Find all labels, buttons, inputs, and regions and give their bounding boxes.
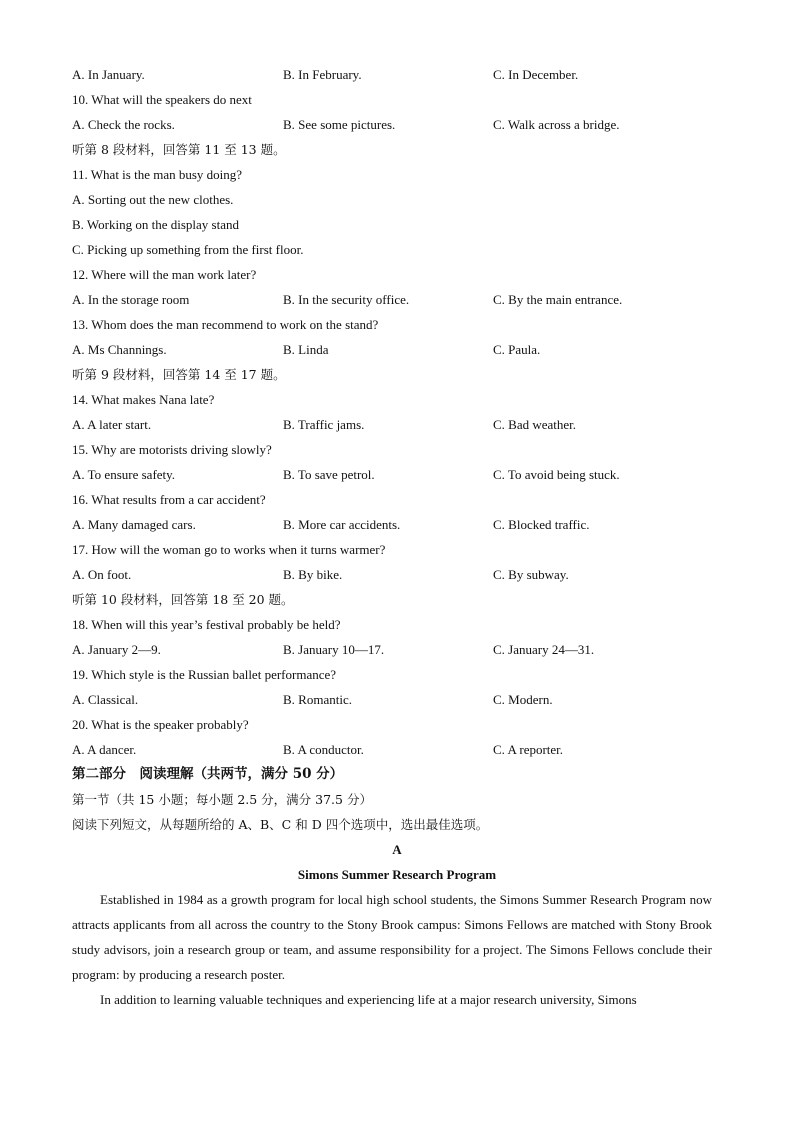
q11-question: 11. What is the man busy doing?	[72, 167, 243, 182]
q10-option-a: A. Check the rocks.	[72, 117, 175, 132]
q20-options	[72, 737, 722, 762]
q12-options	[72, 287, 722, 312]
q17-options	[72, 562, 722, 587]
q18-option-b: B. January 10—17.	[283, 642, 385, 657]
q19-option-a: A. Classical.	[72, 692, 139, 707]
q19-options	[72, 687, 722, 712]
q9-option-b: B. In February.	[283, 67, 362, 82]
q14-option-b: B. Traffic jams.	[283, 417, 365, 432]
q11-option-a: A. Sorting out the new clothes.	[72, 192, 234, 207]
q18-question: 18. When will this year’s festival probably be held?	[72, 617, 341, 632]
passage-title: Simons Summer Research Program	[297, 867, 497, 882]
q15-option-c: C. To avoid being stuck.	[493, 467, 620, 482]
q14-option-c: C. Bad weather.	[493, 417, 577, 432]
q16-option-b: B. More car accidents.	[283, 517, 401, 532]
q17-option-c: C. By subway.	[493, 567, 569, 582]
q9-option-a: A. In January.	[72, 67, 145, 82]
instruction-material-8: 听第 8 段材料，回答第 11 至 13 题。	[72, 142, 286, 157]
q16-option-a: A. Many damaged cars.	[72, 517, 196, 532]
q20-option-c: C. A reporter.	[493, 742, 564, 757]
q20-option-a: A. A dancer.	[72, 742, 137, 757]
q10-options	[72, 112, 722, 137]
q13-option-a: A. Ms Channings.	[72, 342, 167, 357]
q12-option-a: A. In the storage room	[72, 292, 190, 307]
q15-question: 15. Why are motorists driving slowly?	[72, 442, 272, 457]
q18-options	[72, 637, 722, 662]
exam-page	[72, 62, 722, 1012]
q14-options	[72, 412, 722, 437]
q12-option-b: B. In the security office.	[283, 292, 410, 307]
q13-question: 13. Whom does the man recommend to work on the stand?	[72, 317, 379, 332]
q14-option-a: A. A later start.	[72, 417, 152, 432]
q17-question: 17. How will the woman go to works when it turns warmer?	[72, 542, 386, 557]
q16-options	[72, 512, 722, 537]
q20-option-b: B. A conductor.	[283, 742, 364, 757]
q9-option-c: C. In December.	[493, 67, 579, 82]
q17-option-b: B. By bike.	[283, 567, 343, 582]
q10-question: 10. What will the speakers do next	[72, 92, 252, 107]
q20-question: 20. What is the speaker probably?	[72, 717, 249, 732]
q16-option-c: C. Blocked traffic.	[493, 517, 590, 532]
q13-option-b: B. Linda	[283, 342, 329, 357]
passage-paragraph-2: In addition to learning valuable techniques and experiencing life at a major research university, Simons	[100, 992, 637, 1007]
q18-option-a: A. January 2—9.	[72, 642, 161, 657]
q15-option-a: A. To ensure safety.	[72, 467, 176, 482]
passage-letter: A	[392, 842, 402, 857]
q11-option-c: C. Picking up something from the first floor.	[72, 242, 304, 257]
q12-option-c: C. By the main entrance.	[493, 292, 623, 307]
q9-options	[72, 62, 722, 87]
q16-question: 16. What results from a car accident?	[72, 492, 266, 507]
q13-options	[72, 337, 722, 362]
passage-paragraph-1: Established in 1984 as a growth program for local high school students, the Simons Summer Research Program now attracts applicants from all across the country to the Stony Brook campus: Simons Fellows are matched with Stony Brook study advisors, join a research group or team, and assume responsibility for a project. The Simons Fellows conclude their program: by producing a research poster.	[72, 892, 712, 982]
reading-instruction: 阅读下列短文，从每题所给的 A、B、C 和 D 四个选项中，选出最佳选项。	[72, 817, 489, 832]
q17-option-a: A. On foot.	[72, 567, 132, 582]
q15-option-b: B. To save petrol.	[283, 467, 375, 482]
q13-option-c: C. Paula.	[493, 342, 541, 357]
q19-question: 19. Which style is the Russian ballet performance?	[72, 667, 337, 682]
q11-option-b: B. Working on the display stand	[72, 217, 239, 232]
q14-question: 14. What makes Nana late?	[72, 392, 215, 407]
q10-option-c: C. Walk across a bridge.	[493, 117, 620, 132]
q19-option-b: B. Romantic.	[283, 692, 352, 707]
section1-title: 第一节（共 15 小题；每小题 2.5 分，满分 37.5 分）	[72, 792, 372, 807]
instruction-material-9: 听第 9 段材料，回答第 14 至 17 题。	[72, 367, 286, 382]
q15-options	[72, 462, 722, 487]
part2-title: 第二部分 阅读理解（共两节，满分 50 分）	[72, 766, 344, 782]
q18-option-c: C. January 24—31.	[493, 642, 595, 657]
q10-option-b: B. See some pictures.	[283, 117, 396, 132]
q19-option-c: C. Modern.	[493, 692, 553, 707]
instruction-material-10: 听第 10 段材料，回答第 18 至 20 题。	[72, 592, 294, 607]
q12-question: 12. Where will the man work later?	[72, 267, 257, 282]
